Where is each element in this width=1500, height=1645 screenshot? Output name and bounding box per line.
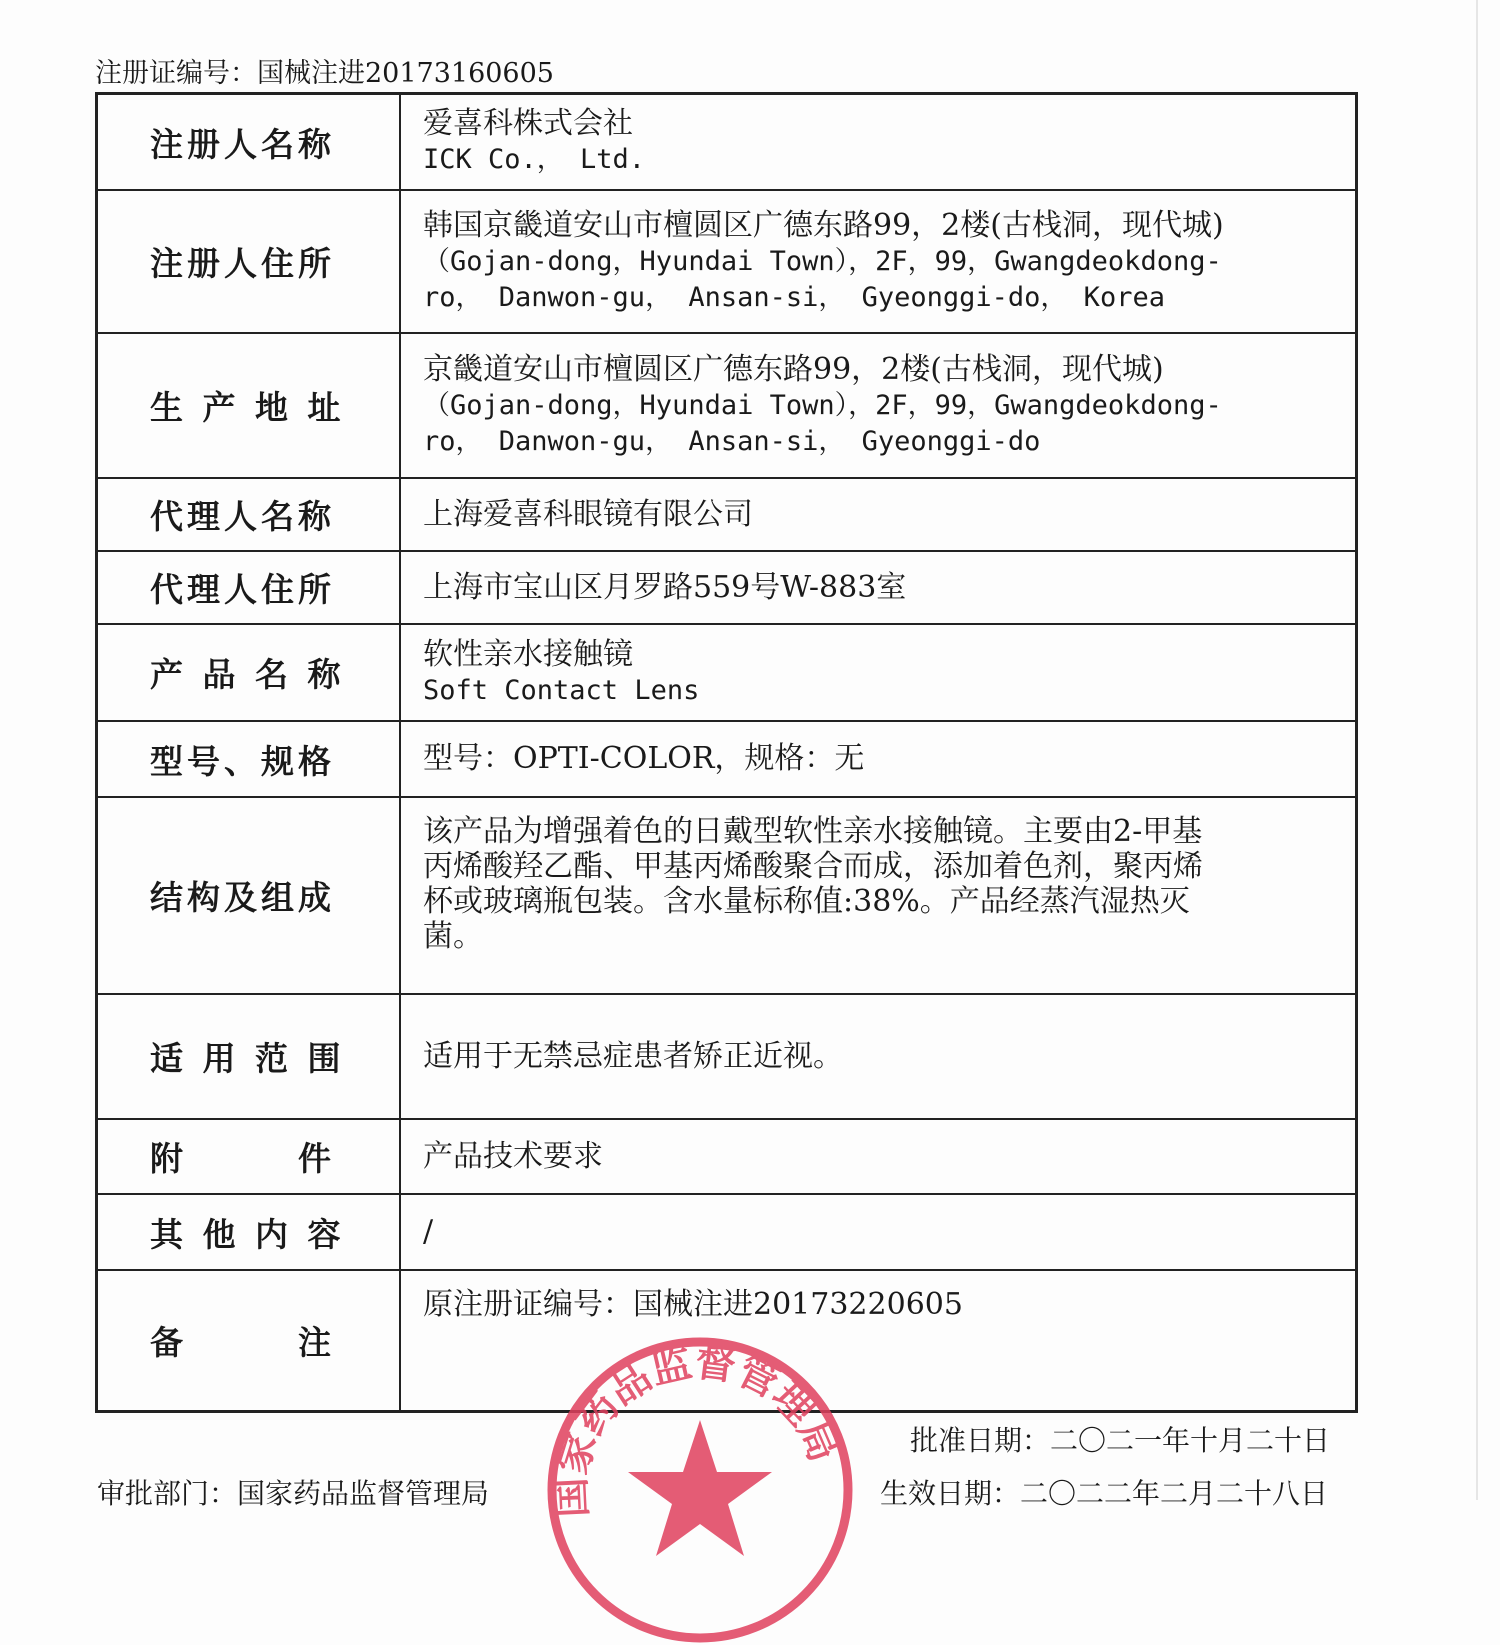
row-agent-address xyxy=(98,552,1355,625)
value-line: 京畿道安山市檀圆区广德东路99，2楼(古栈洞，现代城) xyxy=(423,351,1164,387)
value-line: 韩国京畿道安山市檀圆区广德东路99，2楼(古栈洞，现代城) xyxy=(423,207,1224,243)
label: 产 品 名 称 xyxy=(98,625,401,720)
value-line: 原注册证编号：国械注进20173220605 xyxy=(423,1287,963,1322)
certificate-table xyxy=(95,92,1358,1413)
row-model-spec xyxy=(98,722,1355,798)
value-line: 上海爱喜科眼镜有限公司 xyxy=(423,496,753,532)
value-line: 适用于无禁忌症患者矫正近视。 xyxy=(423,1038,843,1074)
value-line: ro， Danwon-gu， Ansan-si， Gyeonggi-do， Korea xyxy=(423,281,1165,313)
label: 附 件 xyxy=(98,1120,401,1193)
value-line: Soft Contact Lens xyxy=(423,674,700,706)
row-scope xyxy=(98,995,1355,1120)
label: 其 他 内 容 xyxy=(98,1195,401,1269)
row-structure xyxy=(98,798,1355,995)
label: 适 用 范 围 xyxy=(98,995,401,1118)
seal-text: 国家药品监督管理局 xyxy=(547,1338,848,1519)
value-line: 型号：OPTI-COLOR，规格：无 xyxy=(423,741,865,776)
value-line: 该产品为增强着色的日戴型软性亲水接触镜。主要由2-甲基 xyxy=(423,814,1203,849)
row-registrant-name xyxy=(98,95,1355,191)
value-line: （Gojan-dong，Hyundai Town），2F，99，Gwangdeokdong- xyxy=(423,245,1222,277)
row-other xyxy=(98,1195,1355,1271)
label: 生 产 地 址 xyxy=(98,334,401,477)
label: 注册人名称 xyxy=(98,95,401,189)
star-icon xyxy=(628,1420,772,1556)
official-seal xyxy=(545,1335,855,1645)
registration-number: 注册证编号：国械注进20173160605 xyxy=(95,58,554,89)
value-line: （Gojan-dong，Hyundai Town），2F，99，Gwangdeokdong- xyxy=(423,389,1222,421)
label: 结构及组成 xyxy=(98,798,401,993)
row-registrant-address xyxy=(98,191,1355,334)
label: 代理人名称 xyxy=(98,479,401,550)
approval-date: 批准日期：二〇二一年十月二十日 xyxy=(910,1424,1331,1457)
effective-date: 生效日期：二〇二二年二月二十八日 xyxy=(880,1477,1329,1510)
value-line: 软性亲水接触镜 xyxy=(423,636,633,672)
value-line: ICK Co.， Ltd. xyxy=(423,144,646,175)
value-line: 丙烯酸羟乙酯、甲基丙烯酸聚合而成，添加着色剂，聚丙烯 xyxy=(423,849,1203,884)
page-edge xyxy=(1476,0,1478,1500)
row-agent-name xyxy=(98,479,1355,552)
value-line: 爱喜科株式会社 xyxy=(423,106,633,141)
label: 注册人住所 xyxy=(98,191,401,332)
label: 型号、规格 xyxy=(98,722,401,796)
label: 代理人住所 xyxy=(98,552,401,623)
value-line: 产品技术要求 xyxy=(423,1138,603,1174)
value-line: / xyxy=(423,1214,434,1249)
value-line: 杯或玻璃瓶包装。含水量标称值:38%。产品经蒸汽湿热灭 xyxy=(423,884,1190,919)
value-line: 菌。 xyxy=(423,919,483,954)
value-line: ro， Danwon-gu， Ansan-si， Gyeonggi-do xyxy=(423,425,1041,457)
label: 备 注 xyxy=(98,1271,401,1410)
row-attachment xyxy=(98,1120,1355,1195)
row-production-address xyxy=(98,334,1355,479)
row-product-name xyxy=(98,625,1355,722)
approval-department: 审批部门：国家药品监督管理局 xyxy=(97,1477,490,1510)
value-line: 上海市宝山区月罗路559号W-883室 xyxy=(423,569,907,605)
